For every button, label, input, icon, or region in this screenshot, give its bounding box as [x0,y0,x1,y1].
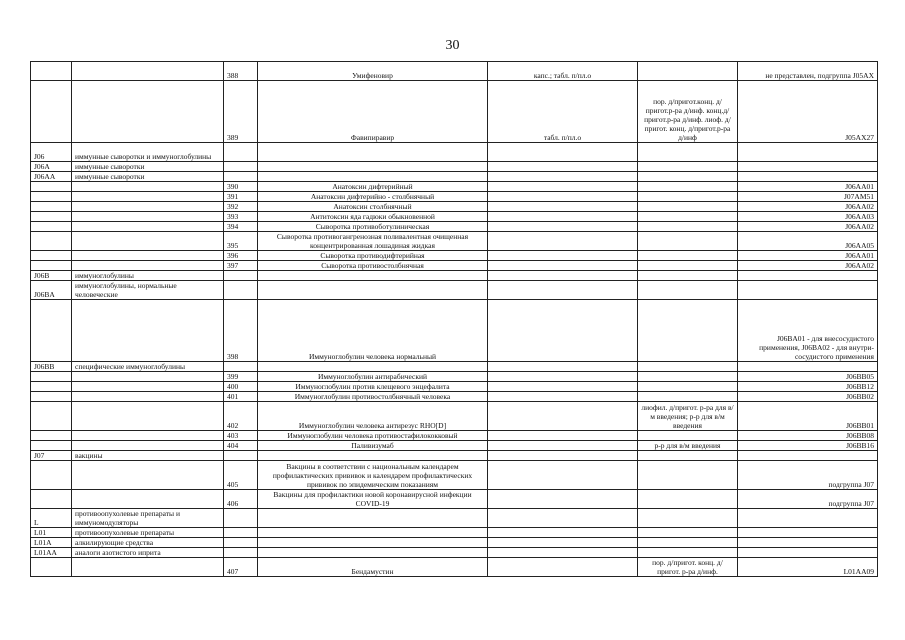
drug-name: Умифеновир [258,62,488,81]
dosage-note [638,509,738,528]
atc-group-code [31,261,72,271]
atc-group-name [72,261,224,271]
row-number: 401 [224,392,258,402]
table-row [31,300,878,362]
table-row [31,251,878,261]
drug-name [258,271,488,281]
table-row [31,271,878,281]
drug-name: Сыворотка противодифтерийная [258,251,488,261]
row-number: 406 [224,490,258,509]
atc-group-code: L01A [31,538,72,548]
dosage-note [638,202,738,212]
atc-group-name: иммунные сыворотки [72,162,224,172]
table-row [31,490,878,509]
atc-group-code [31,251,72,261]
drug-name [258,362,488,372]
atc-code [738,143,878,162]
atc-code: не представлен, подгруппа J05AX [738,62,878,81]
table-row [31,451,878,461]
drug-name: Сыворотка противогангренозная поливалентная очищенная концентрированная лошадиная жидкая [258,232,488,251]
dosage-form [488,281,638,300]
atc-group-code: J07 [31,451,72,461]
drug-name: Антитоксин яда гадюки обыкновенной [258,212,488,222]
dosage-form [488,300,638,362]
atc-group-name [72,81,224,143]
table-row [31,558,878,577]
row-number [224,538,258,548]
atc-code: подгруппа J07 [738,461,878,490]
dosage-form [488,192,638,202]
atc-group-name [72,402,224,431]
atc-code: J06BA01 - для внесосудистого применения, J06BA02 - для внутри-сосудистого применения [738,300,878,362]
atc-code: J06AA02 [738,222,878,232]
dosage-note [638,490,738,509]
atc-group-code [31,392,72,402]
drug-name [258,281,488,300]
atc-code: J06BB05 [738,372,878,382]
dosage-note [638,143,738,162]
atc-group-name [72,232,224,251]
dosage-form [488,251,638,261]
dosage-form [488,143,638,162]
dosage-form [488,232,638,251]
atc-code: J06AA01 [738,182,878,192]
atc-group-name: иммуноглобулины [72,271,224,281]
atc-group-name [72,202,224,212]
atc-group-name [72,300,224,362]
dosage-note [638,431,738,441]
dosage-form [488,451,638,461]
table-row [31,232,878,251]
atc-code [738,281,878,300]
row-number: 403 [224,431,258,441]
drug-name [258,162,488,172]
dosage-form [488,372,638,382]
table-row [31,431,878,441]
dosage-form [488,182,638,192]
drug-name [258,143,488,162]
table-row [31,362,878,372]
atc-code: J06BB08 [738,431,878,441]
drug-name: Иммуноглобулин человека нормальный [258,300,488,362]
atc-code: J05AX27 [738,81,878,143]
table-row [31,202,878,212]
dosage-note [638,261,738,271]
atc-group-name [72,372,224,382]
row-number [224,451,258,461]
dosage-form [488,548,638,558]
table-row [31,81,878,143]
atc-group-name [72,461,224,490]
row-number: 392 [224,202,258,212]
row-number: 400 [224,382,258,392]
atc-group-name [72,182,224,192]
dosage-note [638,528,738,538]
dosage-form [488,222,638,232]
dosage-form [488,490,638,509]
atc-code [738,172,878,182]
atc-group-code [31,461,72,490]
atc-group-name [72,392,224,402]
row-number: 398 [224,300,258,362]
dosage-note [638,362,738,372]
dosage-note: пор. д/пригот.конц. д/пригот.р-ра д/инф. конц.д/пригот.р-ра д/инф. лиоф. д/пригот. конц. д/пригот.р-ра д/инф [638,81,738,143]
dosage-form [488,441,638,451]
atc-group-name [72,192,224,202]
drug-name: Иммуноглобулин противостолбнячный человека [258,392,488,402]
atc-group-name: противоопухолевые препараты и иммуномодуляторы [72,509,224,528]
medicines-table [30,61,878,577]
table-row [31,372,878,382]
atc-group-name: аналоги азотистого иприта [72,548,224,558]
dosage-note [638,271,738,281]
drug-name: Анатоксин столбнячный [258,202,488,212]
atc-group-code [31,62,72,81]
atc-code: J06AA03 [738,212,878,222]
atc-code [738,362,878,372]
atc-group-code [31,182,72,192]
atc-group-code [31,212,72,222]
drug-name: Вакцины для профилактики новой коронавирусной инфекции COVID-19 [258,490,488,509]
dosage-note [638,451,738,461]
table-row [31,441,878,451]
atc-code [738,271,878,281]
atc-code [738,538,878,548]
atc-group-name: вакцины [72,451,224,461]
drug-name: Сыворотка противоботулиническая [258,222,488,232]
drug-name: Паливизумаб [258,441,488,451]
dosage-form [488,162,638,172]
row-number: 399 [224,372,258,382]
row-number: 405 [224,461,258,490]
atc-group-name [72,251,224,261]
atc-group-name [72,431,224,441]
table-row [31,392,878,402]
dosage-note [638,192,738,202]
dosage-note: пор. д/пригот. конц. д/пригот. р-ра д/инф. [638,558,738,577]
drug-name: Бендамустин [258,558,488,577]
drug-name [258,528,488,538]
atc-group-code [31,441,72,451]
atc-code: подгруппа J07 [738,490,878,509]
row-number: 395 [224,232,258,251]
table-row [31,528,878,538]
atc-group-name: иммуноглобулины, нормальные человеческие [72,281,224,300]
atc-group-name [72,62,224,81]
atc-group-name [72,212,224,222]
drug-name: Иммуноглобулин человека противостафилококковый [258,431,488,441]
table-row [31,172,878,182]
row-number: 389 [224,81,258,143]
row-number [224,271,258,281]
dosage-form [488,392,638,402]
atc-group-name [72,382,224,392]
drug-name [258,538,488,548]
atc-group-name [72,441,224,451]
dosage-form [488,172,638,182]
row-number [224,143,258,162]
row-number [224,509,258,528]
table-row [31,548,878,558]
dosage-note [638,162,738,172]
atc-group-code [31,300,72,362]
atc-group-name: иммунные сыворотки и иммуноглобулины [72,143,224,162]
atc-code [738,528,878,538]
row-number: 404 [224,441,258,451]
row-number: 390 [224,182,258,192]
atc-group-code: J06 [31,143,72,162]
atc-group-code: L [31,509,72,528]
dosage-note [638,281,738,300]
atc-group-name: противоопухолевые препараты [72,528,224,538]
drug-name: Сыворотка противостолбнячная [258,261,488,271]
row-number: 397 [224,261,258,271]
dosage-note [638,182,738,192]
row-number: 407 [224,558,258,577]
table-row [31,212,878,222]
row-number [224,281,258,300]
atc-group-code [31,202,72,212]
atc-group-code: J06B [31,271,72,281]
dosage-form [488,461,638,490]
drug-name: Анатоксин дифтерийный [258,182,488,192]
atc-code [738,162,878,172]
row-number [224,528,258,538]
atc-code: J06BB02 [738,392,878,402]
atc-group-code: J06BB [31,362,72,372]
dosage-form [488,509,638,528]
table-row [31,162,878,172]
dosage-form [488,538,638,548]
dosage-form [488,362,638,372]
drug-name [258,548,488,558]
table-row [31,261,878,271]
atc-code: J06BB16 [738,441,878,451]
dosage-note [638,172,738,182]
row-number: 388 [224,62,258,81]
atc-group-code [31,222,72,232]
atc-group-code [31,232,72,251]
table-row [31,402,878,431]
atc-group-code [31,81,72,143]
atc-group-code: J06A [31,162,72,172]
atc-code [738,509,878,528]
table-row [31,382,878,392]
table-row [31,461,878,490]
table-row [31,143,878,162]
atc-group-name [72,222,224,232]
dosage-note [638,392,738,402]
dosage-note [638,372,738,382]
drug-name [258,509,488,528]
dosage-note [638,222,738,232]
row-number: 402 [224,402,258,431]
page-number: 30 [445,38,460,53]
atc-group-name: специфические иммуноглобулины [72,362,224,372]
table-row [31,281,878,300]
dosage-form [488,261,638,271]
dosage-form: капс.; табл. п/пл.о [488,62,638,81]
dosage-note: р-р для в/м введения [638,441,738,451]
table-row [31,222,878,232]
drug-name: Иммуноглобулин человека антирезус RHO[D] [258,402,488,431]
table-row [31,538,878,548]
row-number [224,362,258,372]
dosage-form [488,202,638,212]
drug-name: Иммуноглобулин против клещевого энцефалита [258,382,488,392]
dosage-note [638,300,738,362]
drug-name [258,172,488,182]
dosage-form [488,382,638,392]
atc-group-code: L01 [31,528,72,538]
table-row [31,192,878,202]
atc-code [738,451,878,461]
dosage-note [638,212,738,222]
drug-name: Фавипиравир [258,81,488,143]
atc-group-code [31,558,72,577]
atc-group-name: иммунные сыворотки [72,172,224,182]
row-number [224,162,258,172]
atc-code: J06BB12 [738,382,878,392]
row-number: 391 [224,192,258,202]
atc-group-name [72,490,224,509]
dosage-note [638,251,738,261]
dosage-form [488,528,638,538]
atc-group-code [31,431,72,441]
drug-name: Иммуноглобулин антирабический [258,372,488,382]
dosage-note [638,538,738,548]
dosage-form: табл. п/пл.о [488,81,638,143]
table-row [31,182,878,192]
atc-code: J06BB01 [738,402,878,431]
row-number: 396 [224,251,258,261]
atc-group-code: J06BA [31,281,72,300]
dosage-form [488,558,638,577]
dosage-note [638,461,738,490]
atc-group-name: алкилирующие средства [72,538,224,548]
atc-group-code [31,372,72,382]
atc-code: L01AA09 [738,558,878,577]
table-row [31,509,878,528]
row-number: 393 [224,212,258,222]
row-number [224,548,258,558]
table-row [31,62,878,81]
row-number: 394 [224,222,258,232]
dosage-form [488,271,638,281]
atc-code [738,548,878,558]
atc-group-code [31,382,72,392]
atc-group-code [31,192,72,202]
atc-group-code: J06AA [31,172,72,182]
dosage-form [488,431,638,441]
atc-code: J07AM51 [738,192,878,202]
dosage-note: лиофил. д/пригот. р-ра для в/м введения; р-р для в/м введения [638,402,738,431]
atc-code: J06AA01 [738,251,878,261]
dosage-form [488,402,638,431]
dosage-note [638,232,738,251]
atc-group-code: L01AA [31,548,72,558]
drug-name: Вакцины в соответствии с национальным календарем профилактических прививок и календарем профилактических прививок по эпидемическим показаниям [258,461,488,490]
drug-name: Анатоксин дифтерийно - столбнячный [258,192,488,202]
dosage-form [488,212,638,222]
atc-group-name [72,558,224,577]
atc-group-code [31,490,72,509]
dosage-note [638,548,738,558]
row-number [224,172,258,182]
dosage-note [638,62,738,81]
atc-code: J06AA02 [738,261,878,271]
atc-code: J06AA02 [738,202,878,212]
atc-group-code [31,402,72,431]
drug-name [258,451,488,461]
atc-code: J06AA05 [738,232,878,251]
table-body [31,62,878,577]
dosage-note [638,382,738,392]
